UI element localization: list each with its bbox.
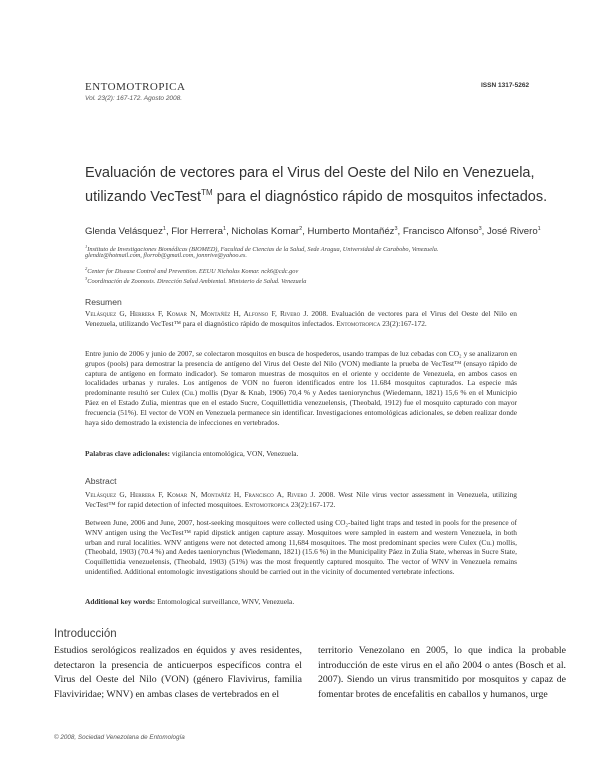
author-name: José Rivero: [487, 226, 538, 238]
title-line-1: Evaluación de vectores para el Virus del Oeste del Nilo en Venezuela,: [85, 165, 535, 181]
intro-column-left: Estudios serológicos realizados en équidos y aves residentes, detectaron la presencia de anticuerpos específicos contra el Virus del Oeste del Nilo (VON) (género Flavivirus, familia Flaviviridae; WNV) en ambas clases de vertebrados en el: [54, 645, 302, 701]
affiliation-2: $^2$Center for Disease Control and Prevention. EEUU Nicholas Komar. nck6@cdc.gov: [85, 266, 299, 276]
article-title: [85, 163, 548, 207]
author-separator: ,: [165, 226, 172, 238]
intro-column-right: territorio Venezolano en 2005, lo que indica la probable introducción de este virus en el año 2004 o antes (Bosch et al. 2007). Siendo un virus transmitido por mosquitos y capaz de fomentar brotes de encefalitis en caballos y humanos, urge: [318, 645, 566, 701]
affiliation-1-emails: glendiz@hotmail.com, florrob@gmail.com, jonnrive@yahoo.es.: [85, 252, 247, 259]
issn: ISSN 1317-5262: [481, 82, 530, 89]
author-separator: ,: [481, 226, 487, 238]
journal-volume: Vol. 23(2): 167-172. Agosto 2008.: [85, 95, 183, 102]
abstract-citation: Velásquez G, Herrera F, Komar N, Montañéz H, Francisco A, Rivero J. 2008. West Nile virus vector assessment in Venezuela, utilizing VecTest™ for rapid detection of infected mosquitoes. Entomotropica 23(2):167-172.: [85, 490, 517, 509]
resumen-body: Entre junio de 2006 y junio de 2007, se colectaron mosquitos en busca de hospederos, usando trampas de luz cebadas con CO₂ y se analizaron en grupos (pools) para demostrar la presencia de antígeno del Virus del Oeste del Nilo (VON) mediante la prueba de VecTest™ (ensayo rápido de captura de antígeno en formato indicador). Se tomaron muestras de mosquitos en el oriente y occidente de Venezuela, en ambos casos en localidades urbanas y rurales. Los antígenos de VON no fueron identificados entre los 11.684 mosquitos capturados. La especie más predominante resultó ser Culex (Cu.) mollis (Dyar & Knab, 1906) 70,4 % y Aedes taeniorynchus (Wiedemann, 1821) 15,6 % en el Municipio Páez en el Estado Zulia, mientras que en el estado Sucre, Coquillettidia venezuelensis, (Theobald, 1912) fue el mosquito capturado con mayor frecuencia (51%). El vector de VON en Venezuela permanece sin identificar. Investigaciones entomológicas adicionales, se deben realizar donde haya sido demostrado la existencia de infecciones en vertebrados.: [85, 349, 517, 427]
author-name: Francisco Alfonso: [402, 226, 479, 238]
resumen-heading: Resumen: [85, 297, 122, 307]
author-affiliation-marker: 1: [162, 226, 166, 232]
author-affiliation-marker: 1: [223, 226, 227, 232]
author-name: Nicholas Komar: [231, 226, 300, 238]
author-affiliation-marker: 3: [394, 226, 398, 232]
affiliation-1: $^1$Instituto de Investigaciones Biomédicas (BIOMED), Facultad de Ciencias de la Salud, Sede Aragua, Universidad de Carabobo, Venezuela.: [85, 244, 439, 254]
author-name: Glenda Velásquez: [85, 226, 163, 238]
journal-name: ENTOMOTROPICA: [85, 81, 186, 93]
resumen-citation: Velásquez G, Herrera F, Komar N, Montañéz H, Alfonso F, Rivero J. 2008. Evaluación de vectores para el Virus del Oeste del Nilo en Venezuela, utilizando VecTest™ para el diagnóstico rápido de mosquitos infectados. Entomotropica 23(2):167-172.: [85, 309, 517, 328]
abstract-keywords: Additional key words: Entomological surveillance, WNV, Venezuela.: [85, 597, 295, 606]
author-name: Humberto Montañéz: [307, 226, 395, 238]
author-separator: ,: [397, 226, 403, 238]
author-separator: ,: [226, 226, 232, 238]
copyright-footer: © 2008, Sociedad Venezolana de Entomología: [54, 734, 185, 741]
abstract-body: Between June, 2006 and June, 2007, host-seeking mosquitoes were collected using CO₂-baited light traps and tested in pools for the presence of WNV antigen using the VecTest™ rapid dipstick antigen capture assay. Mosquitoes were sampled in eastern and western Venezuela, in both urban and rural localities. WNV antigens were not detected among 11,684 mosquitoes. The most predominant species were Culex (Cu.) mollis, (Theobald, 1903) (70.4 %) and Aedes taeniorynchus (Wiedemann, 1821) (15.6 %) in the Municipality Páez in Zulia State, whereas in Sucre State, Coquillettidia venezuelensis, (Theobald, 1903) (51%) was the most frequently captured mosquito. The vector of WNV in Venezuela remains unidentified. Additional entomologic investigations should be carried out in the vicinity of documented vertebrate infections.: [85, 518, 517, 576]
resumen-keywords: Palabras clave adicionales: vigilancia entomológica, VON, Venezuela.: [85, 449, 299, 458]
author-name: Flor Herrera: [171, 226, 223, 238]
title-line-2: utilizando VecTest™ para el diagnóstico rápido de mosquitos infectados.: [85, 188, 548, 205]
introduction-heading: Introducción: [54, 628, 117, 640]
abstract-heading: Abstract: [85, 476, 117, 486]
affiliation-3: $^3$Coordinación de Zoonosis. Dirección Salud Ambiental. Ministerio de Salud. Venezuela: [85, 276, 307, 286]
author-affiliation-marker: 2: [299, 226, 303, 232]
author-affiliation-marker: 3: [478, 226, 482, 232]
author-list: [85, 226, 541, 238]
author-affiliation-marker: 1: [537, 226, 541, 232]
author-separator: ,: [302, 226, 308, 238]
